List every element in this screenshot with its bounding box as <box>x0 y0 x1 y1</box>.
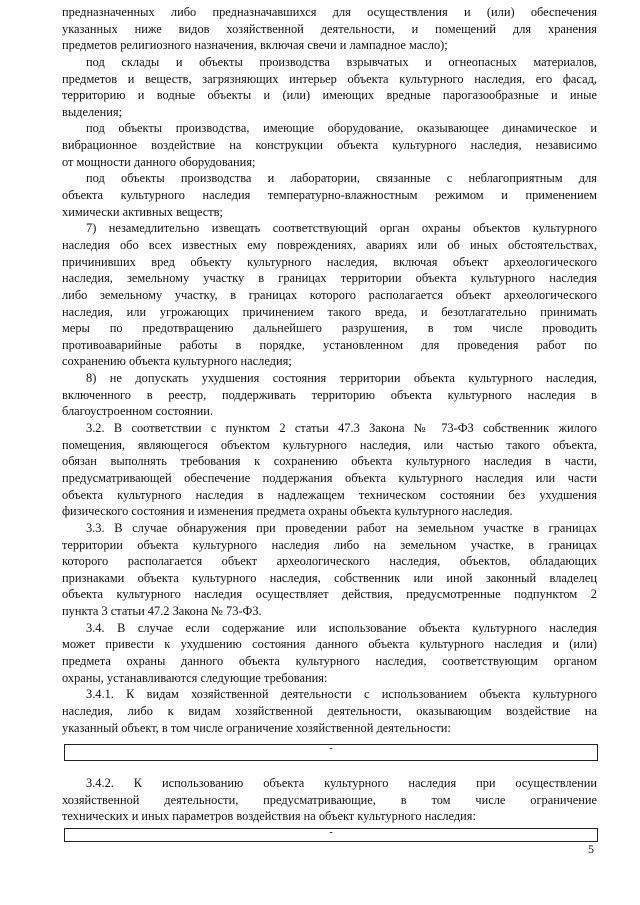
text-line: либо земельному участку, в границах которого располагается объект археологического <box>62 287 597 302</box>
text-line: включенного в реестр, поддерживать территорию объекта культурного наследия в <box>62 387 597 402</box>
text-line: 3.4.2. К использованию объекта культурного наследия при осуществлении <box>86 776 597 791</box>
text-line: под объекты производства, имеющие оборудование, оказывающее динамическое и <box>86 121 597 136</box>
text-line: под объекты производства и лаборатории, связанные с неблагоприятным для <box>86 171 597 186</box>
document-page <box>62 4 597 842</box>
text-line: территорию и водные объекты и (или) имеющих вредные парогазообразные и иные <box>62 88 597 103</box>
text-line: физического состояния и изменения предмета охраны объекта культурного наследия. <box>62 504 513 519</box>
text-line: объекта культурного наследия в надлежащем техническом состоянии без ухудшения <box>62 487 597 502</box>
text-line: охраны, устанавливаются следующие требования: <box>62 670 328 685</box>
text-line: указанных ниже видов хозяйственной деятельности, и помещений для хранения <box>62 21 597 36</box>
text-line: которого располагается объект археологического наследия, объектов, обладающих <box>62 554 597 569</box>
paragraph <box>62 420 597 520</box>
text-line: указанный объект, в том числе ограничение хозяйственной деятельности: <box>62 720 451 735</box>
text-line: пункта 3 статьи 47.2 Закона № 73-ФЗ. <box>62 604 262 619</box>
paragraph <box>62 775 597 825</box>
text-line: 3.2. В соответствии с пунктом 2 статьи 47.3 Закона № 73-ФЗ собственник жилого <box>86 421 597 436</box>
text-line: признаками объекта культурного наследия, собственник или иной законный владелец <box>62 570 597 585</box>
text-line: объекта культурного наследия осуществляет действия, предусмотренные подпунктом 2 <box>62 587 597 602</box>
text-line: помещения, являющегося объектом культурного наследия, или частью такого объекта, <box>62 437 597 452</box>
text-line: 3.4.1. К видам хозяйственной деятельности с использованием объекта культурного <box>86 687 597 702</box>
text-line: хозяйственной деятельности, предусматривающие, в том числе ограничение <box>62 792 597 807</box>
text-line: 7) незамедлительно извещать соответствующий орган охраны объектов культурного <box>86 221 597 236</box>
text-line: от мощности данного оборудования; <box>62 154 256 169</box>
text-line: наследия, либо к видам хозяйственной деятельности, оказывающим воздействие на <box>62 703 597 718</box>
text-line: 3.4. В случае если содержание или использование объекта культурного наследия <box>86 620 597 635</box>
hozdeyatelnost-restriction-cell <box>64 744 598 761</box>
text-line: наследия обо всех известных ему повреждениях, авариях или об иных обстоятельствах, <box>62 237 597 252</box>
text-block-3-4-2 <box>62 775 597 825</box>
text-line: предусматривающей обеспечение поддержания объекта культурного наследия или части <box>62 470 597 485</box>
hozdeyatelnost-restriction-value: - <box>329 743 333 755</box>
text-line: химически активных веществ; <box>62 204 223 219</box>
text-line: причинивших вред объекту культурного наследия, включая объект археологического <box>62 254 597 269</box>
paragraph <box>62 120 597 170</box>
text-line: предметов и веществ, загрязняющих интерьер объекта культурного наследия, его фасад, <box>62 71 597 86</box>
text-line: наследия, или угрожающих причинением такого вреда, и безотлагательно принимать <box>62 304 597 319</box>
text-line: объекта культурного наследия температурно-влажностным режимом и применением <box>62 188 597 203</box>
text-line: может привести к ухудшению состояния данного объекта культурного наследия и (или) <box>62 637 597 652</box>
text-line: наследия, земельному участку в границах территории объекта культурного наследия <box>62 271 597 286</box>
text-line: предметов религиозного назначения, включая свечи и лампадное масло); <box>62 38 448 53</box>
impact-parameters-value: - <box>329 827 333 839</box>
text-line: сохранению объекта культурного наследия; <box>62 354 292 369</box>
text-line: 8) не допускать ухудшения состояния территории объекта культурного наследия, <box>86 371 597 386</box>
text-line: 3.3. В случае обнаружения при проведении работ на земельном участке в границах <box>86 520 597 535</box>
impact-parameters-cell <box>64 828 598 842</box>
text-line: территории объекта культурного наследия либо на земельном участке, в границах <box>62 537 597 552</box>
paragraph <box>62 4 597 54</box>
text-line: вибрационное воздействие на конструкции объекта культурного наследия, независимо <box>62 138 597 153</box>
paragraph <box>62 220 597 370</box>
text-line: предмета охраны данного объекта культурного наследия, соответствующим органом <box>62 653 597 668</box>
paragraph <box>62 520 597 620</box>
text-line: благоустроенном состоянии. <box>62 404 214 419</box>
text-line: под склады и объекты производства взрывчатых и огнеопасных материалов, <box>86 54 597 69</box>
page-number: 5 <box>588 842 594 856</box>
text-line: противоаварийные работы в порядке, установленном для проведения работ по <box>62 337 597 352</box>
paragraph <box>62 686 597 736</box>
text-line: меры по предотвращению дальнейшего разрушения, в том числе проводить <box>62 321 597 336</box>
text-line: обязан выполнять требования к сохранению объекта культурного наследия в части, <box>62 454 597 469</box>
paragraph <box>62 620 597 687</box>
paragraph <box>62 370 597 420</box>
paragraph <box>62 54 597 121</box>
text-line: технических и иных параметров воздействия на объект культурного наследия: <box>62 809 476 824</box>
text-line: выделения; <box>62 104 123 119</box>
text-block-requirements <box>62 4 597 736</box>
paragraph <box>62 170 597 220</box>
text-line: предназначенных либо предназначавшихся для осуществления и (или) обеспечения <box>62 5 597 19</box>
